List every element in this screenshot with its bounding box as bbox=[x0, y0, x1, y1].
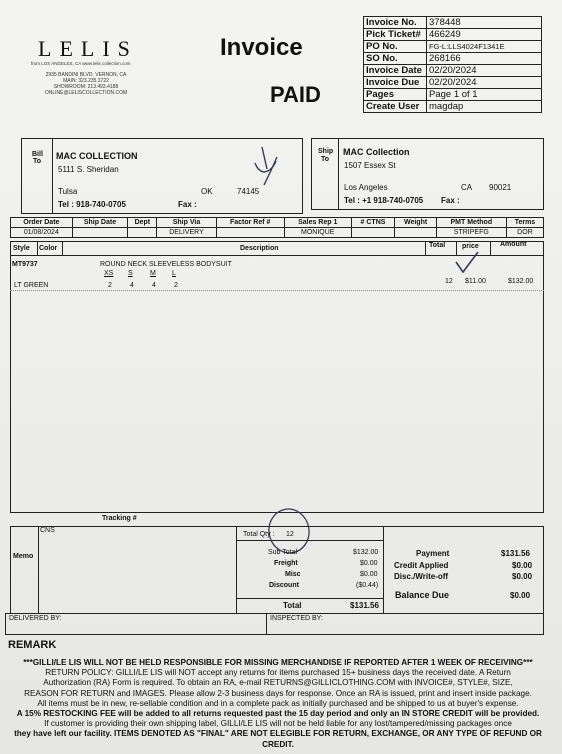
company-logo: LELIS bbox=[38, 36, 138, 61]
ship-to-fax: Fax : bbox=[441, 196, 460, 205]
item-total-qty: 12 bbox=[445, 278, 453, 285]
order-strip-header: Dept bbox=[128, 218, 157, 228]
meta-value: 02/20/2024 bbox=[427, 77, 542, 89]
total-label: Total bbox=[283, 601, 302, 610]
order-strip-value: 01/08/2024 bbox=[11, 228, 73, 238]
ship-to-tel: Tel : +1 918-740-0705 bbox=[344, 196, 424, 205]
remark-line: If customer is providing their own shipping label, GILLI/LE LIS will not be held liable for any lost/tampered/missing packages once bbox=[44, 719, 512, 729]
bill-to-state: OK bbox=[201, 187, 213, 196]
subtotal-label: Sub Total bbox=[268, 549, 298, 556]
item-price: $11.00 bbox=[465, 278, 486, 285]
header-divider bbox=[490, 241, 491, 256]
ship-to-city: Los Angeles bbox=[344, 183, 388, 192]
bill-to-label: Bill bbox=[32, 151, 43, 158]
meta-label: Invoice No. bbox=[364, 17, 427, 29]
write-off-label: Disc./Write-off bbox=[394, 572, 449, 581]
company-email: ONLINE@LELISCOLLECTION.COM bbox=[44, 90, 128, 96]
invoice-meta-table bbox=[363, 16, 542, 113]
paid-stamp: PAID bbox=[270, 82, 321, 107]
memo-divider bbox=[38, 526, 39, 614]
remark-line: RETURN POLICY: GILLI/LE LIS will NOT accept any returns for items purchased 15+ business days the received date. A Return bbox=[45, 668, 511, 678]
meta-row bbox=[364, 77, 542, 89]
item-color: LT GREEN bbox=[14, 282, 49, 289]
ship-to-label: Ship bbox=[318, 148, 334, 155]
meta-value: Page 1 of 1 bbox=[427, 89, 542, 101]
order-strip-header: # CTNS bbox=[351, 218, 395, 228]
header-divider bbox=[37, 241, 38, 256]
meta-label: Pages bbox=[364, 89, 427, 101]
meta-value: 268166 bbox=[427, 53, 542, 65]
meta-value: FG-L:LLS4024F1341E bbox=[427, 41, 542, 53]
totals-divider bbox=[383, 526, 384, 614]
payment-value: $131.56 bbox=[501, 549, 530, 558]
company-address: 2935 BANDINI BLVD. VERNON, CA bbox=[45, 72, 127, 78]
misc-value: $0.00 bbox=[360, 571, 378, 578]
bill-to-label-2: To bbox=[33, 158, 42, 165]
order-strip-value bbox=[351, 228, 395, 238]
col-amount: Amount bbox=[500, 241, 527, 248]
meta-label: Create User bbox=[364, 101, 427, 113]
remark-line: ***GILLI/LE LIS WILL NOT BE HELD RESPONSIBLE FOR MISSING MERCHANDISE IF REPORTED AFTER 1 WEEK OF RECEIVING*** bbox=[23, 658, 533, 667]
meta-label: Pick Ticket# bbox=[364, 29, 427, 41]
line-items-box bbox=[10, 241, 544, 513]
order-strip-value bbox=[72, 228, 128, 238]
logo-tagline: from LOS ANGELES, CA www.lelis collection.com bbox=[31, 61, 131, 66]
col-color: Color bbox=[39, 245, 58, 252]
ship-to-zip: 90021 bbox=[489, 183, 512, 192]
bill-to-city: Tulsa bbox=[58, 187, 78, 196]
bill-to-name: MAC COLLECTION bbox=[56, 151, 138, 161]
size-m: M bbox=[150, 270, 156, 277]
header-divider bbox=[425, 241, 426, 256]
order-strip-value: DELIVERY bbox=[157, 228, 216, 238]
meta-row bbox=[364, 41, 542, 53]
tracking-label: Tracking # bbox=[102, 515, 137, 522]
order-strip-value: STRIPEFG bbox=[436, 228, 506, 238]
order-info-strip bbox=[10, 217, 544, 238]
total-qty-label: Total Qty : bbox=[243, 531, 275, 538]
order-strip-header: PMT Method bbox=[436, 218, 506, 228]
bill-to-tel: Tel : 918-740-0705 bbox=[58, 200, 126, 209]
balance-due-label: Balance Due bbox=[395, 590, 450, 600]
qty-xs: 2 bbox=[108, 282, 112, 289]
balance-due-value: $0.00 bbox=[510, 591, 531, 600]
meta-value: 378448 bbox=[427, 17, 542, 29]
order-strip-value bbox=[216, 228, 284, 238]
discount-value: ($0.44) bbox=[356, 582, 379, 589]
total-qty-value: 12 bbox=[286, 531, 294, 538]
item-amount: $132.00 bbox=[508, 278, 534, 285]
qty-s: 4 bbox=[130, 282, 134, 289]
remark-title: REMARK bbox=[8, 639, 57, 651]
write-off-value: $0.00 bbox=[512, 572, 533, 581]
remark-line: All items must be in new, re-sellable condition and in a complete pack as initially purchased and be shipped to us at buyer's expense. bbox=[37, 698, 519, 708]
ship-to-label-2: To bbox=[321, 156, 330, 163]
meta-row bbox=[364, 29, 542, 41]
meta-label: Invoice Date bbox=[364, 65, 427, 77]
payment-label: Payment bbox=[416, 549, 450, 558]
qty-m: 4 bbox=[152, 282, 156, 289]
credit-applied-value: $0.00 bbox=[512, 561, 533, 570]
meta-row bbox=[364, 17, 542, 29]
meta-value: 466249 bbox=[427, 29, 542, 41]
memo-label: Memo bbox=[13, 553, 34, 560]
cns-label: CNS bbox=[40, 527, 55, 534]
ship-to-state: CA bbox=[461, 183, 473, 192]
bill-to-street: 5111 S. Sheridan bbox=[58, 165, 119, 174]
meta-label: SO No. bbox=[364, 53, 427, 65]
order-strip-header: Sales Rep 1 bbox=[284, 218, 351, 228]
order-strip-value: DOR bbox=[506, 228, 543, 238]
order-strip-value: MONIQUE bbox=[284, 228, 351, 238]
totals-line bbox=[236, 598, 383, 599]
total-value: $131.56 bbox=[350, 601, 379, 610]
delivered-by-label: DELIVERED BY: bbox=[9, 615, 62, 622]
col-style: Style bbox=[13, 245, 30, 252]
freight-value: $0.00 bbox=[360, 560, 378, 567]
ship-to-street: 1507 Essex St bbox=[344, 161, 396, 170]
order-strip-value bbox=[128, 228, 157, 238]
company-showroom-phone: SHOWROOM: 213.493.4188 bbox=[53, 84, 119, 90]
remark-line: REASON FOR RETURN and IMAGES. Please allow 2-3 business days for response. Once an RA is issued, print and insert inside package. bbox=[24, 688, 532, 698]
meta-value: 02/20/2024 bbox=[427, 65, 542, 77]
col-price: price bbox=[462, 243, 479, 250]
order-strip-header: Factor Ref # bbox=[216, 218, 284, 228]
item-style: MT9737 bbox=[12, 261, 38, 268]
remark-text bbox=[8, 658, 548, 750]
remark-line: A 15% RESTOCKING FEE will be added to all returns requested past the 15 day period and only an IN STORE CREDIT will be provided. bbox=[16, 709, 540, 719]
order-strip-header: Terms bbox=[506, 218, 543, 228]
inspected-by-label: INSPECTED BY: bbox=[270, 615, 323, 622]
bill-to-zip: 74145 bbox=[237, 187, 260, 196]
handwritten-mark bbox=[250, 143, 285, 188]
header-divider bbox=[62, 241, 63, 256]
misc-label: Misc bbox=[285, 571, 301, 578]
bill-to-label-cell bbox=[21, 138, 53, 214]
meta-label: PO No. bbox=[364, 41, 427, 53]
remark-line: they have left our facility. ITEMS DENOTED AS "FINAL" ARE NOT ELEGIBLE FOR RETURN, EXCHANGE, OR ANY TYPE OF REFUND OR CREDIT. bbox=[14, 729, 542, 749]
order-strip-value bbox=[395, 228, 436, 238]
item-description: ROUND NECK SLEEVELESS BODYSUIT bbox=[100, 261, 232, 268]
meta-label: Invoice Due bbox=[364, 77, 427, 89]
ship-to-name: MAC Collection bbox=[343, 147, 410, 157]
meta-row bbox=[364, 101, 542, 113]
size-l: L bbox=[172, 270, 176, 277]
meta-row bbox=[364, 65, 542, 77]
bill-to-fax: Fax : bbox=[178, 200, 197, 209]
size-xs: XS bbox=[104, 270, 114, 277]
order-strip-header: Weight bbox=[395, 218, 436, 228]
qty-l: 2 bbox=[174, 282, 178, 289]
invoice-title: Invoice bbox=[220, 34, 303, 61]
meta-value: magdap bbox=[427, 101, 542, 113]
freight-label: Freight bbox=[274, 560, 298, 567]
size-s: S bbox=[128, 270, 133, 277]
col-description: Description bbox=[240, 245, 279, 252]
order-strip-header: Order Date bbox=[11, 218, 73, 228]
item-separator bbox=[10, 290, 544, 291]
meta-row bbox=[364, 89, 542, 101]
subtotal-value: $132.00 bbox=[353, 549, 379, 556]
order-strip-header: Ship Date bbox=[72, 218, 128, 228]
signature-divider bbox=[266, 613, 267, 635]
col-total: Total bbox=[429, 242, 446, 249]
meta-row bbox=[364, 53, 542, 65]
order-strip-header: Ship Via bbox=[157, 218, 216, 228]
discount-label: Discount bbox=[269, 582, 299, 589]
credit-applied-label: Credit Applied bbox=[394, 561, 449, 570]
company-main-phone: MAIN: 323.235.3722 bbox=[63, 78, 109, 84]
remark-line: Authorization (RA) Form is required. To obtain an RA, e-mail RETURNS@GILLICLOTHING.COM with INVOICE#, STYLE#, SIZE, bbox=[43, 678, 513, 688]
totals-line bbox=[236, 540, 383, 541]
checkmark-icon bbox=[452, 250, 482, 276]
